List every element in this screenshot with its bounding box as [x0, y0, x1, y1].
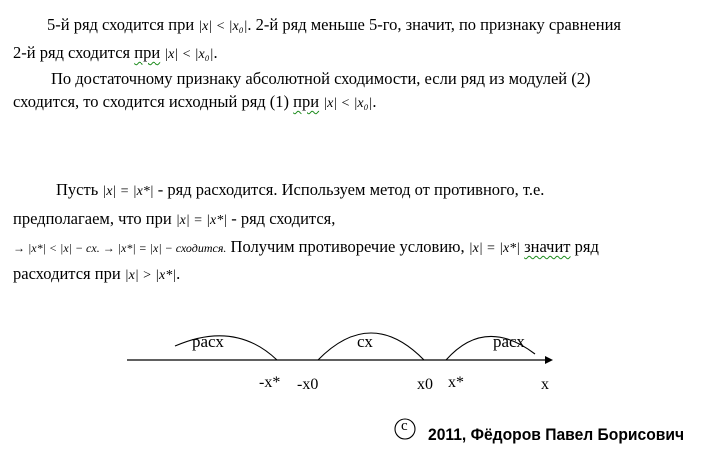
- text: Получим противоречие условию,: [226, 237, 469, 256]
- text: По достаточному признаку абсолютной сходимости, если ряд из модулей (2): [51, 69, 591, 88]
- axis-label-neg-x0: -x0: [297, 376, 319, 393]
- formula-abs-x-lt-abs-x0: |x| < |x₀|: [198, 19, 248, 34]
- formula-abs-x-eq-abs-xstar: |x| = |x*|: [468, 241, 521, 256]
- text: - ряд расходится. Используем метод от противного, т.е.: [153, 180, 545, 199]
- formula-abs-x-gt-abs-xstar: |x| > |x*|: [124, 268, 177, 283]
- region-label-middle: сх: [357, 332, 373, 351]
- axis-arrowhead: [545, 356, 553, 364]
- region-label-right: расх: [493, 332, 525, 351]
- copyright-symbol: c: [401, 418, 408, 434]
- formula-contradiction-chain: → |x*| < |x| − cx. → |x*| = |x| − сходится.: [13, 241, 227, 255]
- formula-abs-x-eq-abs-xstar: |x| = |x*|: [102, 184, 154, 199]
- word-pri: при: [134, 43, 161, 62]
- axis-label-xstar: x*: [448, 374, 464, 391]
- text: предполагаем, что при: [13, 209, 176, 228]
- formula-abs-x-lt-abs-x0: |x| < |x₀|: [164, 47, 214, 62]
- text: - ряд сходится,: [227, 209, 336, 228]
- text: 2-й ряд сходится: [13, 43, 135, 62]
- axis-label-x: x: [541, 376, 549, 393]
- text: 5-й ряд сходится при: [47, 15, 199, 34]
- text: ряд: [570, 237, 599, 256]
- text: .: [176, 264, 181, 283]
- axis-label-x0: x0: [417, 376, 433, 393]
- arc-left: [175, 336, 277, 360]
- word-znachit: значит: [524, 237, 571, 256]
- text: сходится, то сходится исходный ряд (1): [13, 92, 294, 111]
- formula-abs-x-eq-abs-xstar: |x| = |x*|: [175, 213, 228, 228]
- text: .: [372, 92, 377, 111]
- text: расходится при: [13, 264, 125, 283]
- text: . 2-й ряд меньше 5-го, значит, по признаку сравнения: [247, 15, 622, 34]
- region-label-left: расх: [192, 332, 224, 351]
- axis-label-neg-xstar: -x*: [259, 374, 281, 391]
- text: Пусть: [56, 180, 103, 199]
- formula-abs-x-lt-abs-x0: |x| < |x₀|: [323, 96, 373, 111]
- author-footer: 2011, Фёдоров Павел Борисович: [428, 425, 685, 444]
- word-pri: при: [293, 92, 320, 111]
- text: .: [213, 43, 218, 62]
